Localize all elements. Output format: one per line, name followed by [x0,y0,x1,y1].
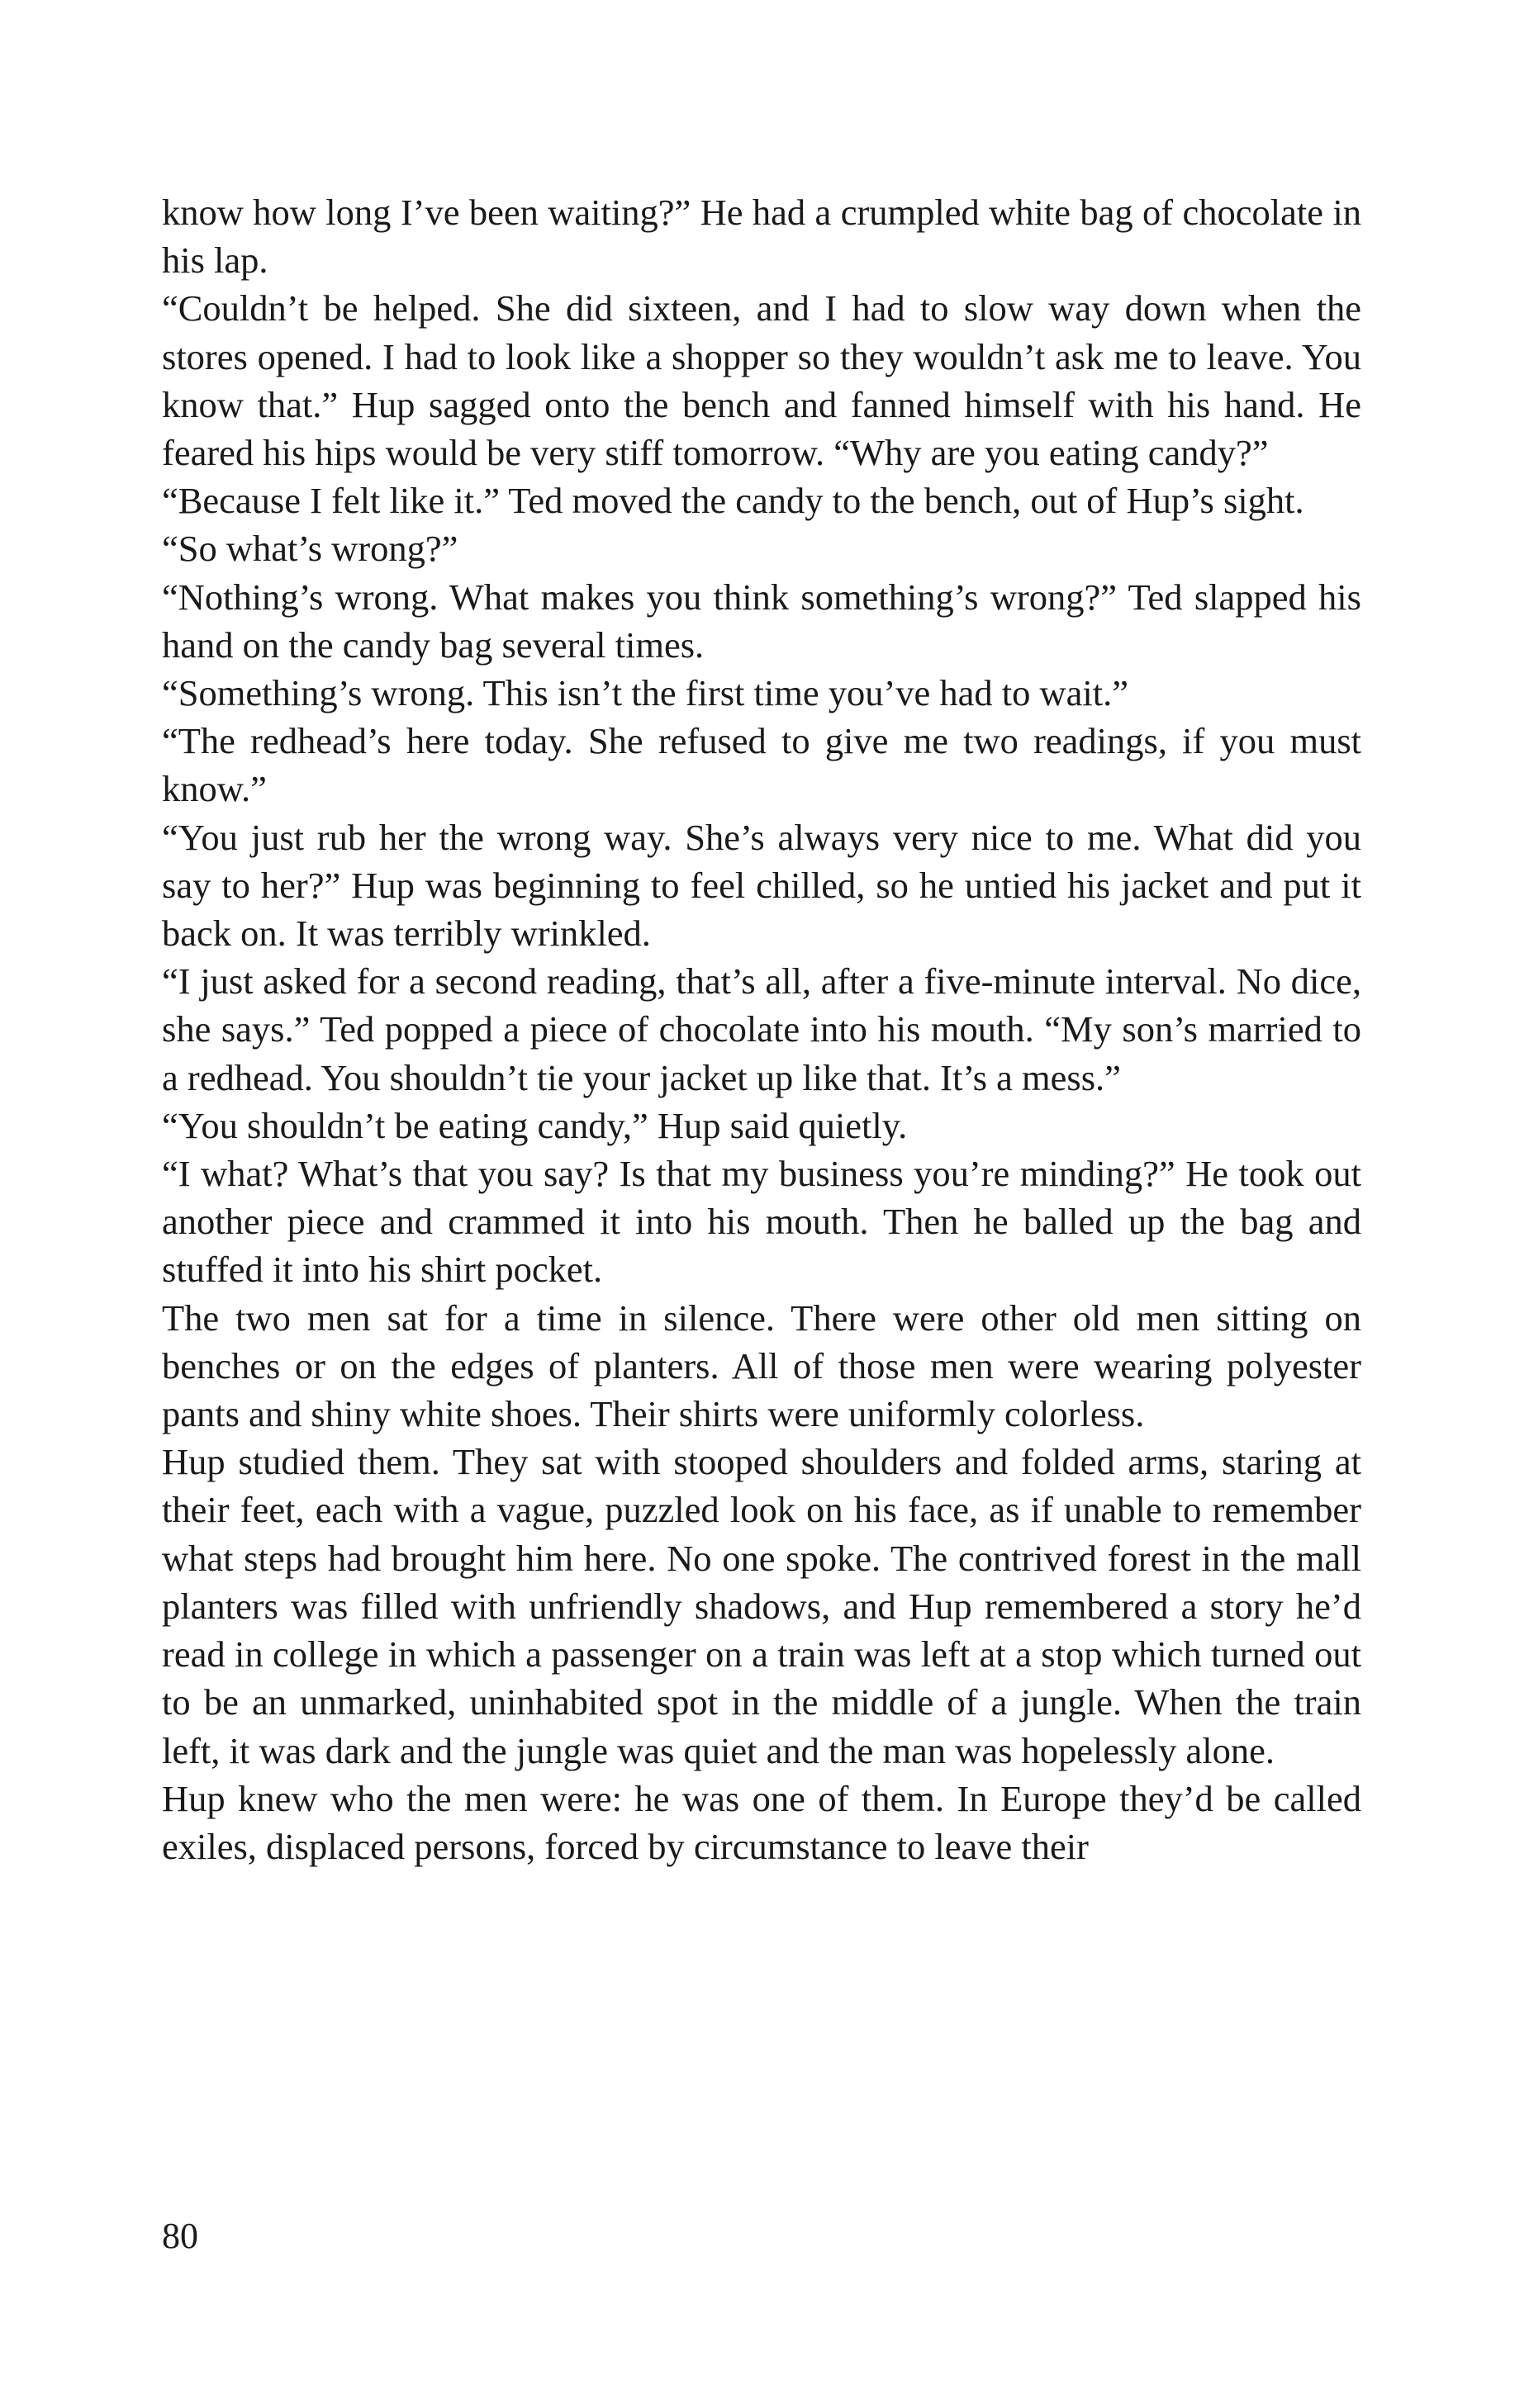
paragraph: “You just rub her the wrong way. She’s always very nice to me. What did you say to her?” Hup was beginning to feel chilled, so he untied his jacket and put it back on. It was terribly wrinkled. [162,816,1361,955]
paragraph: “The redhead’s here today. She refused to give me two readings, if you must know.” [162,720,1361,810]
paragraph: “Because I felt like it.” Ted moved the candy to the bench, out of Hup’s sight. [162,480,1304,522]
paragraph: “I what? What’s that you say? Is that my business you’re minding?” He took out another piece and crammed it into his mouth. Then he balled up the bag and stuffed it into his shirt pocket. [162,1153,1361,1291]
paragraph: “So what’s wrong?” [162,528,458,570]
paragraph: “Couldn’t be helped. She did sixteen, and I had to slow way down when the stores opened. I had to look like a shopper so they wouldn’t ask me to leave. You know that.” Hup sagged onto the bench and fanned himself with his hand. He feared his hips would be very stiff tomorrow. “Why are you eating candy?” [162,287,1361,474]
paragraph: “I just asked for a second reading, that’s all, after a five-minute interval. No dice, she says.” Ted popped a piece of chocolate into his mouth. “My son’s married to a redhead. You shouldn’t tie your jacket up like that. It’s a mess.” [162,960,1361,1098]
page-number: 80 [162,2216,198,2256]
paragraph: “You shouldn’t be eating candy,” Hup said quietly. [162,1104,908,1146]
paragraph: Hup knew who the men were: he was one of them. In Europe they’d be called exiles, displaced persons, forced by circumstance to leave their [162,1777,1361,1867]
paragraph: “Nothing’s wrong. What makes you think something’s wrong?” Ted slapped his hand on the candy bag several times. [162,576,1361,666]
paragraph: know how long I’ve been waiting?” He had a crumpled white bag of chocolate in his lap. [162,192,1361,282]
paragraph: “Something’s wrong. This isn’t the first time you’ve had to wait.” [162,672,1129,714]
body-text [162,188,1361,1870]
paragraph: Hup studied them. They sat with stooped shoulders and folded arms, staring at their feet, each with a vague, puzzled look on his face, as if unable to remember what steps had brought him here. No one spoke. The contrived forest in the mall planters was filled with unfriendly shadows, and Hup remembered a story he’d read in college in which a passenger on a train was left at a stop which turned out to be an unmarked, uninhabited spot in the middle of a jungle. When the train left, it was dark and the jungle was quiet and the man was hopelessly alone. [162,1441,1361,1771]
paragraph: The two men sat for a time in silence. There were other old men sitting on benches or on the edges of planters. All of those men were wearing polyester pants and shiny white shoes. Their shirts were uniformly colorless. [162,1296,1361,1435]
